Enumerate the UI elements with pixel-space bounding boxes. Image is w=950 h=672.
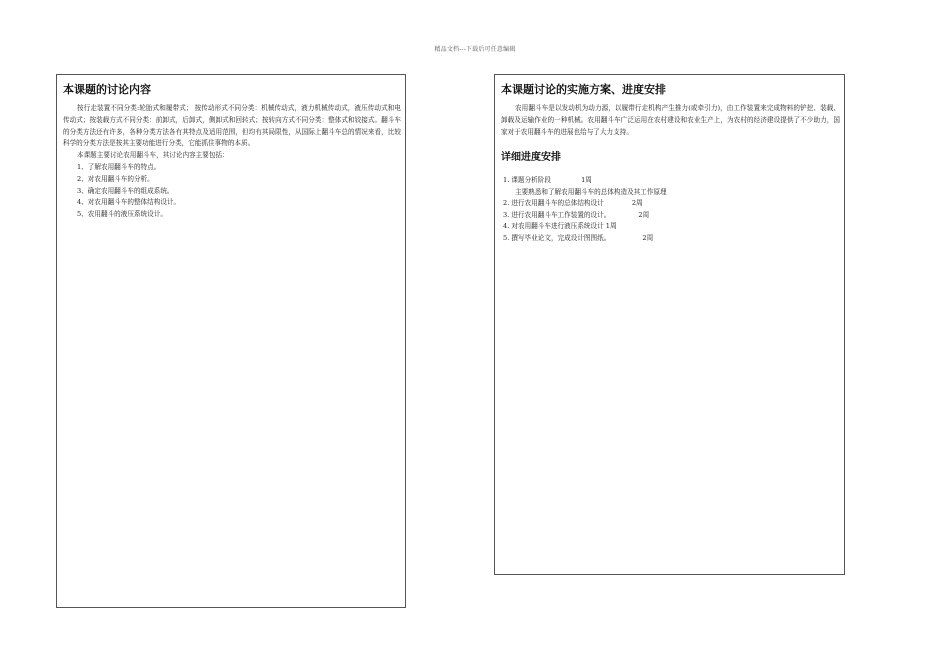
- page-header-watermark: 精品文档---下载后可任意编辑: [434, 46, 516, 53]
- schedule-item: [501, 175, 840, 187]
- list-item: 4、对农用翻斗车的整体结构设计。: [77, 198, 181, 207]
- implementation-plan-panel: [494, 74, 845, 575]
- schedule-item-duration: 2周: [631, 199, 643, 208]
- schedule-item-duration: 2周: [642, 233, 654, 242]
- research-items-list: [63, 162, 401, 221]
- schedule-item: [501, 210, 840, 222]
- schedule-item: [501, 233, 840, 245]
- schedule-item: [501, 198, 840, 210]
- schedule-item-text: 1. 课题分析阶段: [503, 176, 551, 185]
- schedule-item: [501, 221, 840, 233]
- research-lead-paragraph: 本课题主要讨论农用翻斗车，其讨论内容主要包括：: [77, 151, 229, 160]
- schedule-title: 详细进度安排: [501, 152, 561, 164]
- schedule-item-text: 3. 进行农用翻斗车工作装置的设计。: [503, 210, 611, 219]
- schedule-item-duration: 2周: [638, 210, 650, 219]
- classification-paragraph: 按行走装置不同分类:轮胎式和履带式； 按传动形式不同分类：机械传动式，液力机械传动式，液压传动式和电传动式；按装载方式不同分类：前卸式，后卸式，侧卸式和回转式；按转向方式不同分类：整体式和铰接式。翻斗车的分类方法还有许多，各种分类方法各有其特点及适用范围，但均有其局限性，从国际上翻斗车总的情况来看，比较科学的分类方法是按其主要功能进行分类，它能抓住事物的本质。: [63, 104, 401, 148]
- list-item: 3、确定农用翻斗车的组成系统。: [77, 186, 174, 195]
- schedule-item-text: 2. 进行农用翻斗车的总体结构设计: [503, 199, 604, 208]
- list-item: 5、农用翻斗的液压系统设计。: [77, 210, 167, 219]
- schedule-list: [501, 175, 840, 244]
- implementation-plan-title: 本课题讨论的实施方案、进度安排: [501, 83, 666, 96]
- research-content-title: 本课题的讨论内容: [63, 83, 151, 96]
- list-item: 2、对农用翻斗车的分析。: [77, 174, 154, 183]
- schedule-item-text: 4. 对农用翻斗车进行液压系统设计 1周: [503, 222, 617, 231]
- schedule-item: [501, 187, 840, 199]
- list-item: 1、了解农用翻斗车的特点。: [77, 162, 161, 171]
- schedule-item-duration: 1周: [581, 176, 592, 185]
- implementation-intro-paragraph: 农用翻斗车是以发动机为动力源，以履带行走机构产生推力(或牵引力)，由工作装置来完成物料的铲挖、装载、卸载及运输作业的一种机械。农用翻斗车广泛运用在农村建设和农业生产上，为农村的经济建设提供了不少助力，国家对于农用翻斗车的进展也给与了大力支持。: [501, 104, 840, 136]
- schedule-item-text: 5. 撰写毕业论文，完成设计图图纸。: [503, 233, 611, 242]
- research-content-panel: [56, 74, 406, 608]
- schedule-item-text: 主要熟悉和了解农用翻斗车的总体构造及其工作原理: [515, 187, 667, 196]
